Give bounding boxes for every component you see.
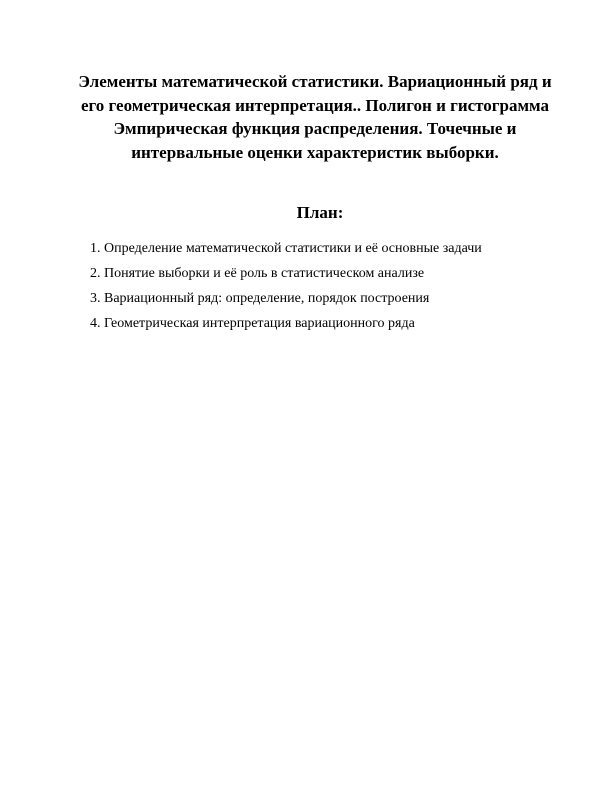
plan-heading: План:: [296, 203, 344, 222]
title-line-3: Эмпирическая функция распределения. Точечные и: [113, 119, 517, 138]
title-line-2: его геометрическая интерпретация.. Полигон и гистограмма: [80, 95, 550, 115]
plan-item-3: 3. Вариационный ряд: определение, порядок построения: [90, 291, 430, 306]
plan-item-2: 2. Понятие выборки и её роль в статистическом анализе: [90, 266, 425, 281]
plan-item-1: 1. Определение математической статистики и её основные задачи: [90, 241, 482, 256]
plan-list: [90, 236, 482, 336]
title-line-1: Элементы математической статистики. Вариационный ряд и: [78, 72, 552, 91]
plan-item-4: 4. Геометрическая интерпретация вариационного ряда: [90, 316, 415, 331]
title-line-4: интервальные оценки характеристик выборки.: [131, 142, 499, 162]
document-title: [70, 70, 560, 164]
